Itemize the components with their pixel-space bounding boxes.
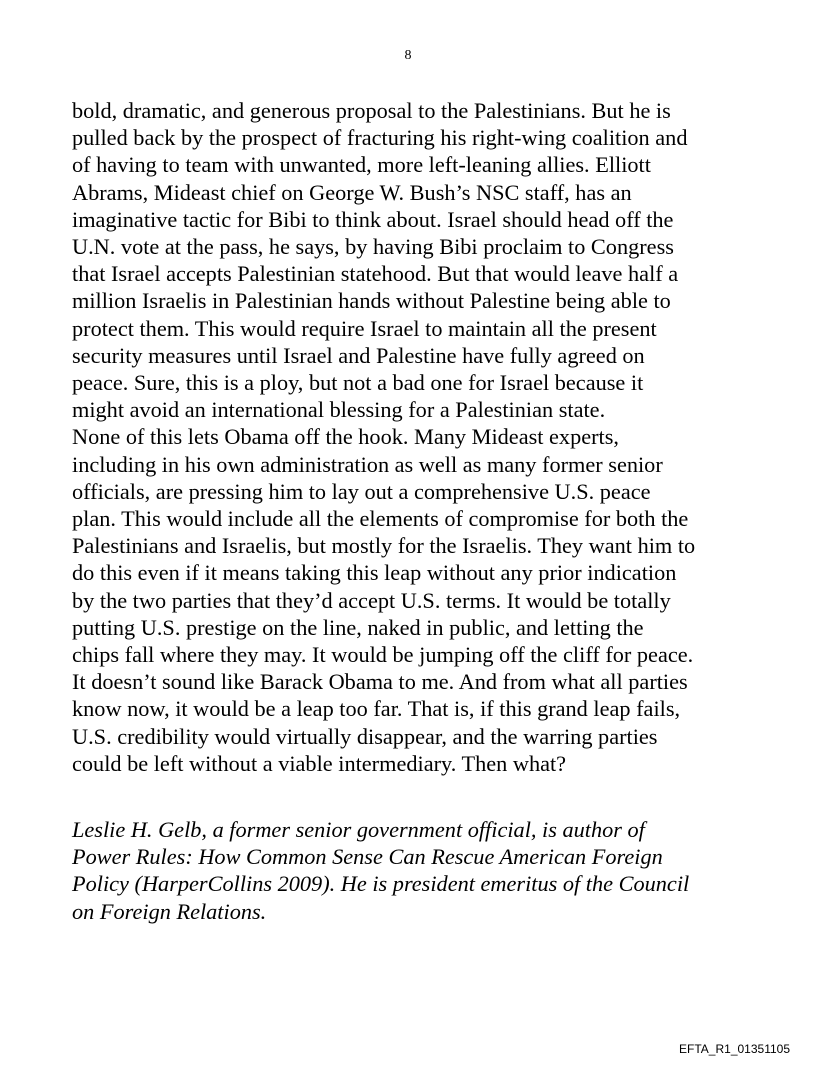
document-id: EFTA_R1_01351105: [679, 1042, 790, 1056]
body-line: bold, dramatic, and generous proposal to the Palestinians. But he is: [72, 98, 671, 123]
body-line: officials, are pressing him to lay out a comprehensive U.S. peace: [72, 478, 651, 504]
body-line: peace. Sure, this is a ploy, but not a bad one for Israel because it: [72, 370, 644, 396]
body-line: including in his own administration as well as many former senior: [72, 451, 663, 477]
article-body: [72, 97, 762, 777]
body-line: million Israelis in Palestinian hands without Palestine being able to: [72, 288, 671, 314]
body-line: imaginative tactic for Bibi to think about. Israel should head off the: [72, 206, 674, 232]
page-number: 8: [404, 48, 412, 63]
bio-line: on Foreign Relations.: [72, 898, 267, 924]
body-line: It doesn’t sound like Barack Obama to me. And from what all parties: [72, 669, 688, 695]
bio-line: Power Rules: How Common Sense Can Rescue American Foreign: [72, 844, 663, 870]
body-line: by the two parties that they’d accept U.S. terms. It would be totally: [72, 587, 671, 613]
body-line: of having to team with unwanted, more left-leaning allies. Elliott: [72, 152, 651, 178]
body-line: chips fall where they may. It would be jumping off the cliff for peace.: [72, 642, 694, 668]
body-line: Palestinians and Israelis, but mostly for the Israelis. They want him to: [72, 533, 696, 559]
body-line: Abrams, Mideast chief on George W. Bush’s NSC staff, has an: [72, 179, 632, 205]
body-line: U.S. credibility would virtually disappear, and the warring parties: [72, 723, 658, 749]
body-line: U.N. vote at the pass, he says, by having Bibi proclaim to Congress: [72, 234, 674, 260]
body-line: security measures until Israel and Palestine have fully agreed on: [72, 342, 645, 368]
bio-line: Leslie H. Gelb, a former senior government official, is author of: [72, 817, 645, 842]
body-line: plan. This would include all the elements of compromise for both the: [72, 506, 689, 532]
body-line: know now, it would be a leap too far. That is, if this grand leap fails,: [72, 696, 681, 722]
body-line: None of this lets Obama off the hook. Many Mideast experts,: [72, 424, 619, 450]
body-line: protect them. This would require Israel to maintain all the present: [72, 315, 657, 341]
body-line: pulled back by the prospect of fracturing his right-wing coalition and: [72, 125, 688, 151]
body-line: do this even if it means taking this leap without any prior indication: [72, 560, 677, 586]
bio-line: Policy (HarperCollins 2009). He is president emeritus of the Council: [72, 871, 690, 897]
body-line: might avoid an international blessing for a Palestinian state.: [72, 397, 606, 423]
body-line: that Israel accepts Palestinian statehood. But that would leave half a: [72, 261, 679, 287]
body-line: could be left without a viable intermediary. Then what?: [72, 750, 567, 776]
body-line: putting U.S. prestige on the line, naked in public, and letting the: [72, 614, 644, 640]
author-bio: [72, 816, 762, 925]
